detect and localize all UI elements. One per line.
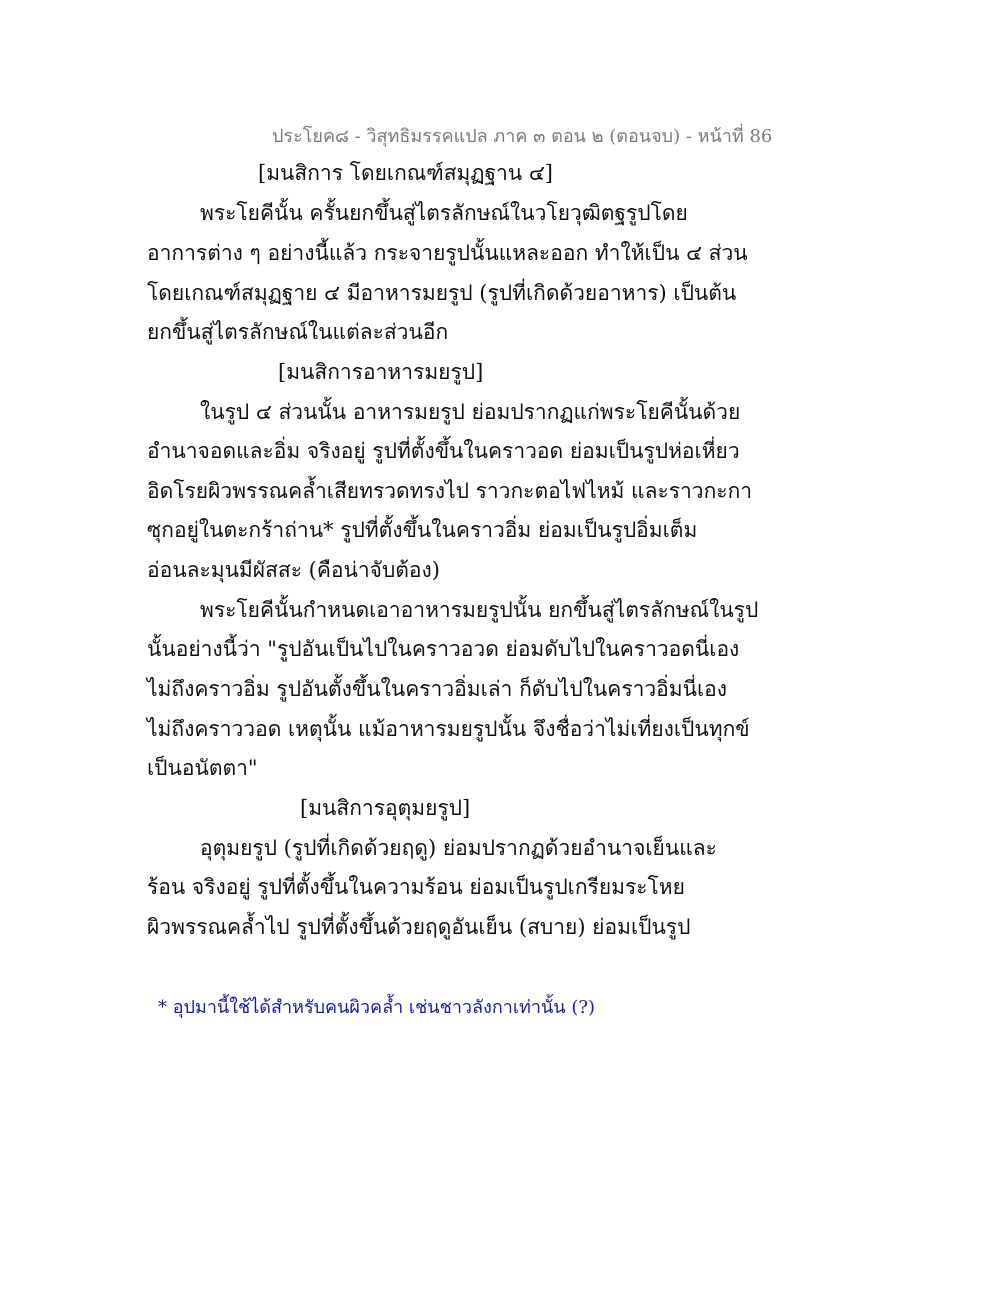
paragraph-line: ยกขึ้นสู่ไตรลักษณ์ในแต่ละส่วนอีก xyxy=(147,320,449,344)
section-heading-samutthana: [มนสิการ โดยเกณฑ์สมุฏฐาน ๔] xyxy=(258,161,553,185)
paragraph-line: ซุกอยู่ในตะกร้าถ่าน* รูปที่ตั้งขึ้นในคราวอิ่ม ย่อมเป็นรูปอิ่มเต็ม xyxy=(147,518,698,542)
section-heading-utu: [มนสิการอุตุมยรูป] xyxy=(300,796,471,820)
paragraph-line: นั้นอย่างนี้ว่า "รูปอันเป็นไปในคราวอวด ย่อมดับไปในคราวอดนี่เอง xyxy=(147,637,740,661)
paragraph-line: โดยเกณฑ์สมุฏฐาย ๔ มีอาหารมยรูป (รูปที่เกิดด้วยอาหาร) เป็นต้น xyxy=(147,281,737,305)
paragraph-line: พระโยคีนั้นกำหนดเอาอาหารมยรูปนั้น ยกขึ้นสู่ไตรลักษณ์ในรูป xyxy=(200,598,759,622)
page-header: ประโยค๘ - วิสุทธิมรรคแปล ภาค ๓ ตอน ๒ (ตอนจบ) - หน้าที่ 86 xyxy=(272,126,773,147)
paragraph-line: เป็นอนัตตา" xyxy=(147,756,258,780)
paragraph-line: อิดโรยผิวพรรณคล้ำเสียทรวดทรงไป ราวกะตอไฟไหม้ และราวกะกา xyxy=(147,479,753,503)
paragraph-line: พระโยคีนั้น ครั้นยกขึ้นสู่ไตรลักษณ์ในวโยวุฒิตฐรูปโดย xyxy=(200,201,688,225)
paragraph-line: อุตุมยรูป (รูปที่เกิดด้วยฤดู) ย่อมปรากฏด้วยอำนาจเย็นและ xyxy=(200,836,717,860)
paragraph-line: อ่อนละมุนมีผัสสะ (คือน่าจับต้อง) xyxy=(147,558,440,582)
paragraph-line: ไม่ถึงคราวอิ่ม รูปอันตั้งขึ้นในคราวอิ่มเล่า ก็ดับไปในคราวอิ่มนี่เอง xyxy=(147,677,728,701)
paragraph-line: อำนาจอดและอิ่ม จริงอยู่ รูปที่ตั้งขึ้นในคราวอด ย่อมเป็นรูปห่อเหี่ยว xyxy=(147,439,740,463)
paragraph-line: ผิวพรรณคล้ำไป รูปที่ตั้งขึ้นด้วยฤดูอันเย็น (สบาย) ย่อมเป็นรูป xyxy=(147,915,691,939)
paragraph-line: ในรูป ๔ ส่วนนั้น อาหารมยรูป ย่อมปรากฏแก่พระโยคีนั้นด้วย xyxy=(200,400,741,424)
paragraph-line: อาการต่าง ๆ อย่างนี้แล้ว กระจายรูปนั้นแหละออก ทำให้เป็น ๔ ส่วน xyxy=(147,241,748,265)
paragraph-line: ร้อน จริงอยู่ รูปที่ตั้งขึ้นในความร้อน ย่อมเป็นรูปเกรียมระโหย xyxy=(147,875,685,899)
section-heading-ahara: [มนสิการอาหารมยรูป] xyxy=(278,360,484,384)
footnote: * อุปมานี้ใช้ได้สำหรับคนผิวคล้ำ เช่นชาวลังกาเท่านั้น (?) xyxy=(158,997,596,1018)
paragraph-line: ไม่ถึงคราววอด เหตุนั้น แม้อาหารมยรูปนั้น จึงชื่อว่าไม่เที่ยงเป็นทุกข์ xyxy=(147,717,750,741)
